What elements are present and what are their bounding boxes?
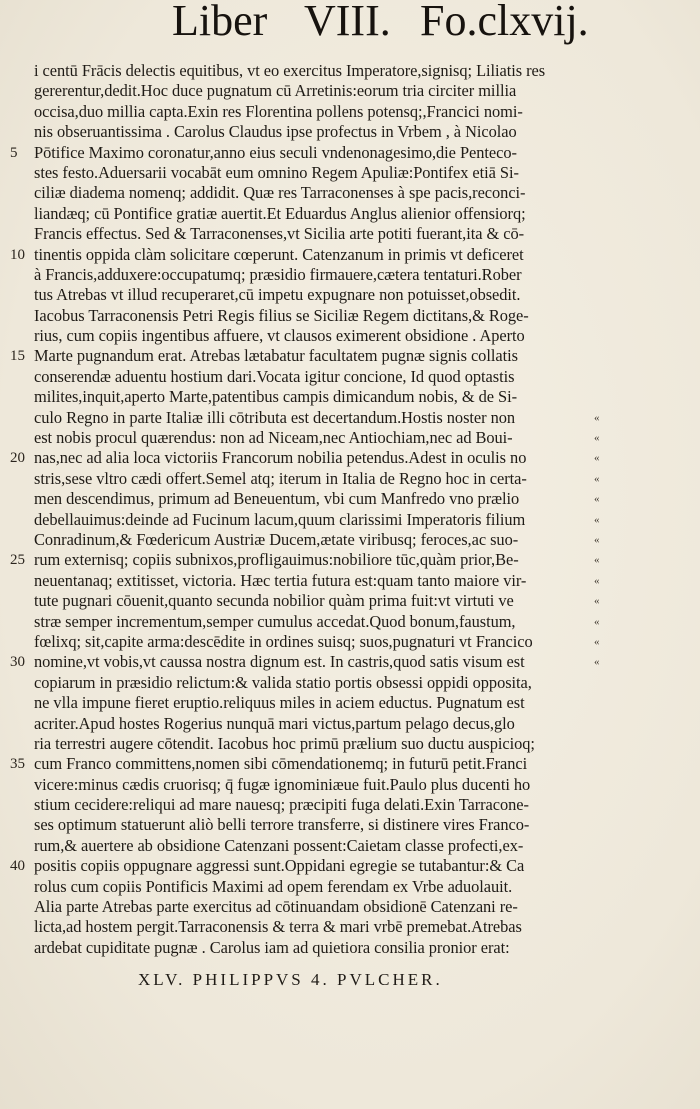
line-text: rum externisq; copiis subnixos,profligauimus:nobiliore tūc,quàm prior,Be- xyxy=(34,550,519,570)
text-line xyxy=(0,469,700,489)
line-text: ria terrestri augere cōtendit. Iacobus hoc primū prælium suo ductu auspicioq; xyxy=(34,733,535,753)
quotation-mark: « xyxy=(594,635,600,648)
line-number: 5 xyxy=(10,144,18,161)
line-number: 10 xyxy=(10,246,25,263)
line-number: 20 xyxy=(10,450,25,467)
line-text: ses optimum statuerunt aliò belli terrore transferre, si distinere vires Franco- xyxy=(34,815,530,835)
text-line xyxy=(0,591,700,611)
line-text: nas,nec ad alia loca victoriis Francorum nobilia petendus.Adest in oculis no xyxy=(34,448,527,468)
line-text: liandæq; cū Pontifice gratiæ auertit.Et Eduardus Anglus alienior offensiorq; xyxy=(34,203,526,223)
line-text: tus Atrebas vt illud recuperaret,cū impetu expugnare non potuisset,obsedit. xyxy=(34,285,521,305)
text-line xyxy=(0,815,700,835)
text-line xyxy=(0,81,700,101)
text-line xyxy=(0,836,700,856)
text-line xyxy=(0,775,700,795)
quotation-mark: « xyxy=(594,452,600,465)
text-line xyxy=(0,877,700,897)
text-line xyxy=(0,754,700,774)
text-line xyxy=(0,571,700,591)
text-line xyxy=(0,693,700,713)
quotation-mark: « xyxy=(594,574,600,587)
quotation-mark: « xyxy=(594,554,600,567)
text-line xyxy=(0,652,700,672)
text-line xyxy=(0,367,700,387)
header-folio: Fo.clxvij. xyxy=(420,0,589,45)
text-line xyxy=(0,326,700,346)
line-text: i centū Frācis delectis equitibus, vt eo exercitus Imperatore,signisq; Liliatis res xyxy=(34,61,546,80)
text-line xyxy=(0,632,700,652)
line-text: rum,& auertere ab obsidione Catenzani possent:Caietam classe profecti,ex- xyxy=(34,835,524,855)
line-text: tute pugnari cōuenit,quanto secunda nobilior quàm prima fuit:vt virtuti ve xyxy=(34,591,514,611)
text-line xyxy=(0,917,700,937)
line-text: gererentur,dedit.Hoc duce pugnatum cū Arretinis:eorum tria circiter millia xyxy=(34,81,517,101)
quotation-mark: « xyxy=(594,533,600,546)
text-line xyxy=(0,489,700,509)
text-line xyxy=(0,938,700,958)
text-line xyxy=(0,143,700,163)
text-line xyxy=(0,224,700,244)
line-text: conserendæ aduentu hostium dari.Vocata igitur concione, Id quod optastis xyxy=(34,366,515,386)
line-text: copiarum in præsidio relictum:& valida statio portis obsessi oppidi opposita, xyxy=(34,672,532,692)
quotation-mark: « xyxy=(594,411,600,424)
quotation-mark: « xyxy=(594,493,600,506)
line-text: fœlixq; sit,capite arma:descēdite in ordines suisq; suos,pugnaturi vt Francico xyxy=(34,631,533,651)
text-line xyxy=(0,714,700,734)
text-line xyxy=(0,346,700,366)
catchword-footer: XLV. PHILIPPVS 4. PVLCHER. xyxy=(138,970,443,989)
body-text xyxy=(0,61,700,958)
text-line xyxy=(0,102,700,122)
line-text: Alia parte Atrebas parte exercitus ad cōtinuandam obsidionē Catenzani re- xyxy=(34,897,518,917)
line-text: Francis effectus. Sed & Tarraconenses,vt Sicilia arte potiti fuerant,ita & cō- xyxy=(34,224,525,244)
line-text: culo Regno in parte Italiæ illi cōtributa est decertandum.Hostis noster non xyxy=(34,407,516,427)
line-number: 15 xyxy=(10,348,25,365)
line-text: stes festo.Aduersarii vocabāt eum omnino Regem Apuliæ:Pontifex etiā Si- xyxy=(34,162,519,182)
text-line xyxy=(0,673,700,693)
text-line xyxy=(0,428,700,448)
line-text: acriter.Apud hostes Rogerius nunquā mari victus,partum pelago decus,glo xyxy=(34,713,515,733)
text-line xyxy=(0,734,700,754)
text-line xyxy=(0,122,700,142)
quotation-mark: « xyxy=(594,513,600,526)
line-text: licta,ad hostem pergit.Tarraconensis & terra & mari vrbē premebat.Atrebas xyxy=(34,917,522,937)
line-text: nis obseruantissima . Carolus Claudus ipse profectus in Vrbem , à Nicolao xyxy=(34,122,517,142)
line-number: 40 xyxy=(10,858,25,875)
line-number: 30 xyxy=(10,654,25,671)
header-liber: Liber xyxy=(172,0,268,45)
line-text: à Francis,adduxere:occupatumq; præsidio firmauere,cætera tentaturi.Rober xyxy=(34,264,522,284)
line-text: positis copiis oppugnare aggressi sunt.Oppidani egregie se tutabantur:& Ca xyxy=(34,856,525,876)
text-line xyxy=(0,245,700,265)
text-line xyxy=(0,550,700,570)
text-line xyxy=(0,387,700,407)
text-line xyxy=(0,408,700,428)
text-line xyxy=(0,204,700,224)
quotation-mark: « xyxy=(594,432,600,445)
text-line xyxy=(0,448,700,468)
line-text: nomine,vt vobis,vt caussa nostra dignum est. In castris,quod satis visum est xyxy=(34,652,525,672)
line-text: Iacobus Tarraconensis Petri Regis filius se Siciliæ Regem dictitans,& Roge- xyxy=(34,305,529,325)
line-text: stium cecidere:reliqui ad mare nauesq; præcipiti fuga delati.Exin Tarracone- xyxy=(34,795,529,815)
text-line xyxy=(0,897,700,917)
line-text: tinentis oppida clàm solicitare cœperunt. Catenzanum in primis vt deficeret xyxy=(34,244,524,264)
line-text: Marte pugnandum erat. Atrebas lætabatur facultatem pugnæ signis collatis xyxy=(34,346,518,366)
line-text: ne vlla impune fieret eruptio.reliquus miles in aciem eductus. Pugnatum est xyxy=(34,693,525,713)
text-line xyxy=(0,795,700,815)
header-book-numeral: VIII. xyxy=(304,0,391,45)
text-line xyxy=(0,265,700,285)
line-text: cum Franco committens,nomen sibi cōmendationemq; in futurū petit.Franci xyxy=(34,754,528,774)
line-text: occisa,duo millia capta.Exin res Florentina pollens potensq;,Francici nomi- xyxy=(34,101,523,121)
text-line xyxy=(0,530,700,550)
line-text: rius, cum copiis ingentibus affuere, vt clausos eximerent obsidione . Aperto xyxy=(34,326,525,346)
quotation-mark: « xyxy=(594,595,600,608)
line-text: ardebat cupiditate pugnæ . Carolus iam ad quietiora consilia pronior erat: xyxy=(34,937,510,957)
line-text: rolus cum copiis Pontificis Maximi ad opem ferendam ex Vrbe aduolauit. xyxy=(34,876,513,896)
line-text: Conradinum,& Fœdericum Austriæ Ducem,ætate viribusq; feroces,ac suo- xyxy=(34,529,519,549)
line-text: stræ semper incrementum,semper cumulus accedat.Quod bonum,faustum, xyxy=(34,611,516,631)
line-text: debellauimus:deinde ad Fucinum lacum,quum clarissimi Imperatoris filium xyxy=(34,509,526,529)
line-text: neuentanaq; extitisset, victoria. Hæc tertia futura est:quam tanto maiore vir- xyxy=(34,570,527,590)
text-line xyxy=(0,612,700,632)
quotation-mark: « xyxy=(594,472,600,485)
text-line xyxy=(0,61,700,81)
line-text: est nobis procul quærendus: non ad Niceam,nec Antiochiam,nec ad Boui- xyxy=(34,428,513,448)
line-text: men descendimus, primum ad Beneuentum, vbi cum Manfredo vno prælio xyxy=(34,489,520,509)
text-line xyxy=(0,163,700,183)
quotation-mark: « xyxy=(594,656,600,669)
line-number: 35 xyxy=(10,756,25,773)
line-text: stris,sese vltro cædi offert.Semel atq; iterum in Italia de Regno hoc in certa- xyxy=(34,468,527,488)
text-line xyxy=(0,306,700,326)
line-text: milites,inquit,aperto Marte,patentibus campis dimicandum nobis, & de Si- xyxy=(34,387,518,407)
line-text: vicere:minus cædis cruorisq; q̄ fugæ ignominiæue fuit.Paulo plus ducenti ho xyxy=(34,774,531,794)
running-header xyxy=(172,0,612,46)
line-text: Pōtifice Maximo coronatur,anno eius seculi vndenonagesimo,die Penteco- xyxy=(34,142,517,162)
quotation-mark: « xyxy=(594,615,600,628)
text-line xyxy=(0,856,700,876)
text-line xyxy=(0,285,700,305)
line-number: 25 xyxy=(10,552,25,569)
line-text: ciliæ diadema nomenq; addidit. Quæ res Tarraconenses à spe pacis,reconci- xyxy=(34,183,526,203)
text-line xyxy=(0,510,700,530)
text-line xyxy=(0,183,700,203)
